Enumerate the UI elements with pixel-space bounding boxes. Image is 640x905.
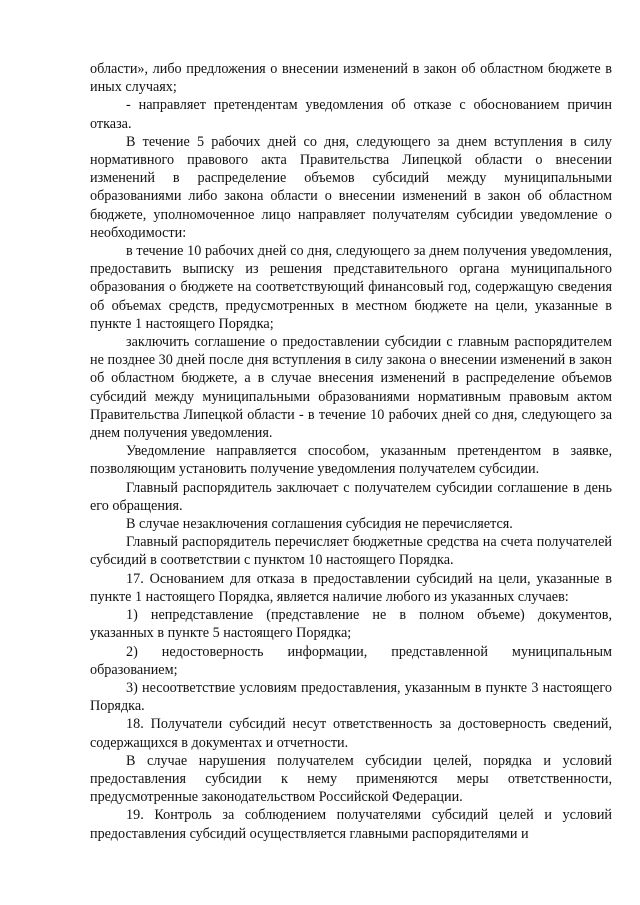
paragraph: 18. Получатели субсидий несут ответственность за достоверность сведений, содержащихся в документах и отчетности. [90,716,612,751]
paragraph: заключить соглашение о предоставлении субсидии с главным распорядителем не позднее 30 дней после дня вступления в силу закона о внесении изменений в закон об областном бюджете, а в случае внесения изменений в распределение объемов субсидий между муниципальными образованиями нормативным правовым актом Правительства Липецкой области - в течение 10 рабочих дней со дня, следующего за днем получения уведомления. [90,334,612,442]
paragraph: 17. Основанием для отказа в предоставлении субсидий на цели, указанные в пункте 1 настоящего Порядка, является наличие любого из указанных случаев: [90,570,612,605]
paragraph: области», либо предложения о внесении изменений в закон об областном бюджете в иных случаях; [90,61,612,96]
paragraph: В течение 5 рабочих дней со дня, следующего за днем вступления в силу нормативного правового акта Правительства Липецкой области о внесении изменений в распределение объемов субсидий между муниципальными образованиями либо закона области о внесении изменений в закон об областном бюджете, уполномоченное лицо направляет получателям субсидии уведомление о необходимости: [90,133,612,241]
paragraph: в течение 10 рабочих дней со дня, следующего за днем получения уведомления, предоставить выписку из решения представительного органа муниципального образования о бюджете на соответствующий финансовый год, содержащую сведения об объемах средств, предусмотренных в местном бюджете на цели, указанные в пункте 1 настоящего Порядка; [90,243,612,332]
paragraph: В случае незаключения соглашения субсидия не перечисляется. [126,516,513,533]
paragraph: - направляет претендентам уведомления об отказе с обоснованием причин отказа. [90,97,612,132]
paragraph: В случае нарушения получателем субсидии целей, порядка и условий предоставления субсидии к нему применяются меры ответственности, предусмотренные законодательством Российской Федерации. [90,752,612,806]
paragraph: 2) недостоверность информации, представленной муниципальным образованием; [90,643,612,678]
document-page [90,60,612,843]
paragraph: 3) несоответствие условиям предоставления, указанным в пункте 3 настоящего Порядка. [90,679,612,715]
paragraph: Главный распорядитель заключает с получателем субсидии соглашение в день его обращения. [90,479,612,514]
paragraph: Главный распорядитель перечисляет бюджетные средства на счета получателей субсидий в соответствии с пунктом 10 настоящего Порядка. [90,534,612,569]
paragraph: 1) непредставление (представление не в полном объеме) документов, указанных в пункте 5 настоящего Порядка; [90,607,612,642]
paragraph: Уведомление направляется способом, указанным претендентом в заявке, позволяющим установить получение уведомления получателем субсидии. [90,443,612,478]
paragraph: 19. Контроль за соблюдением получателями субсидий целей и условий предоставления субсидий осуществляется главными распорядителями и [90,807,612,842]
